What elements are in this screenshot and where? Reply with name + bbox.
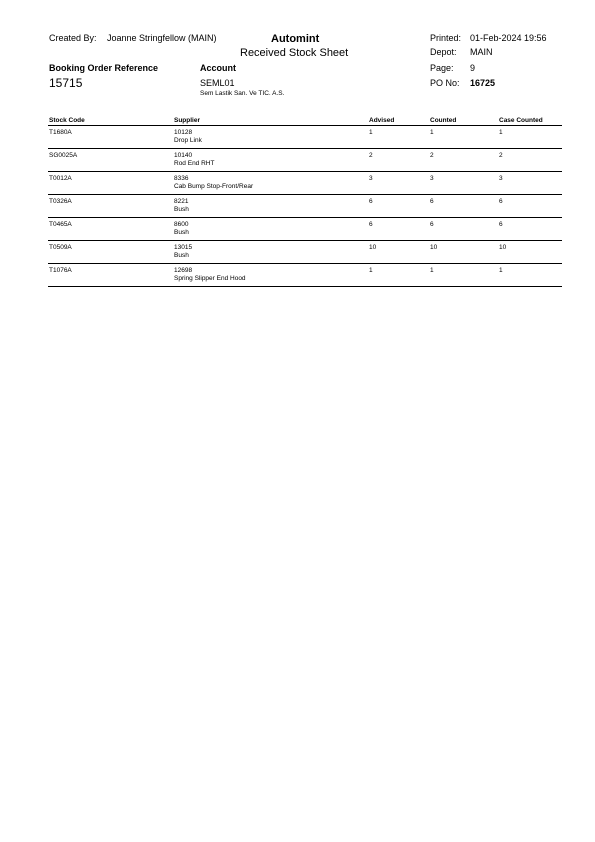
account-name: Sem Lastik San. Ve TIC. A.S. (200, 90, 285, 97)
counted-cell: 1 (429, 126, 498, 149)
item-description: Drop Link (174, 137, 202, 144)
counted-cell: 6 (429, 195, 498, 218)
counted-cell: 1 (429, 264, 498, 287)
counted-cell: 2 (429, 149, 498, 172)
created-by-label: Created By: (49, 33, 97, 43)
depot-value: MAIN (470, 47, 493, 57)
supplier-code: 13015 (174, 244, 193, 251)
item-description: Bush (174, 206, 189, 213)
po-label: PO No: (430, 78, 460, 88)
table-header-row (48, 114, 562, 126)
table-row (48, 218, 562, 241)
supplier-cell (173, 264, 368, 287)
advised-cell: 1 (368, 126, 429, 149)
advised-cell: 10 (368, 241, 429, 264)
company-name: Automint (271, 33, 320, 45)
booking-ref-value: 15715 (49, 76, 83, 90)
stock-code-cell: T1076A (48, 264, 173, 287)
table-row (48, 241, 562, 264)
item-description: Bush (174, 252, 189, 259)
depot-label: Depot: (430, 47, 457, 57)
col-header-supplier: Supplier (173, 114, 368, 126)
case-counted-cell: 10 (498, 241, 562, 264)
table-row (48, 264, 562, 287)
stock-table-body (48, 126, 562, 287)
advised-cell: 3 (368, 172, 429, 195)
page-value: 9 (470, 63, 476, 73)
stock-table (48, 114, 562, 287)
supplier-code: 10128 (174, 129, 193, 136)
account-label: Account (200, 63, 236, 73)
report-title: Received Stock Sheet (240, 47, 349, 59)
counted-cell: 6 (429, 218, 498, 241)
stock-code-cell: T0465A (48, 218, 173, 241)
supplier-code: 12698 (174, 267, 193, 274)
supplier-code: 8600 (174, 221, 189, 228)
item-description: Bush (174, 229, 189, 236)
case-counted-cell: 2 (498, 149, 562, 172)
counted-cell: 10 (429, 241, 498, 264)
item-description: Spring Slipper End Hood (174, 275, 246, 282)
page-label: Page: (430, 63, 454, 73)
advised-cell: 2 (368, 149, 429, 172)
supplier-cell (173, 195, 368, 218)
printed-label: Printed: (430, 33, 462, 43)
po-value: 16725 (470, 78, 496, 88)
case-counted-cell: 1 (498, 126, 562, 149)
printed-value: 01-Feb-2024 19:56 (470, 33, 547, 43)
col-header-stock-code: Stock Code (48, 114, 173, 126)
case-counted-cell: 6 (498, 218, 562, 241)
case-counted-cell: 6 (498, 195, 562, 218)
stock-code-cell: T0509A (48, 241, 173, 264)
item-description: Rod End RHT (174, 160, 215, 167)
counted-cell: 3 (429, 172, 498, 195)
case-counted-cell: 1 (498, 264, 562, 287)
supplier-code: 8221 (174, 198, 189, 205)
table-row (48, 172, 562, 195)
table-row (48, 149, 562, 172)
booking-ref-label: Booking Order Reference (49, 63, 159, 73)
col-header-counted: Counted (429, 114, 498, 126)
item-description: Cab Bump Stop-Front/Rear (174, 183, 254, 190)
col-header-advised: Advised (368, 114, 429, 126)
supplier-cell (173, 126, 368, 149)
account-code: SEML01 (200, 78, 235, 88)
stock-code-cell: T1680A (48, 126, 173, 149)
table-row (48, 195, 562, 218)
supplier-cell (173, 149, 368, 172)
case-counted-cell: 3 (498, 172, 562, 195)
stock-code-cell: T0326A (48, 195, 173, 218)
supplier-code: 8336 (174, 175, 189, 182)
supplier-code: 10140 (174, 152, 193, 159)
supplier-cell (173, 172, 368, 195)
table-row (48, 126, 562, 149)
advised-cell: 6 (368, 195, 429, 218)
col-header-case-counted: Case Counted (498, 114, 562, 126)
supplier-cell (173, 241, 368, 264)
advised-cell: 1 (368, 264, 429, 287)
stock-code-cell: T0012A (48, 172, 173, 195)
advised-cell: 6 (368, 218, 429, 241)
created-by-value: Joanne Stringfellow (MAIN) (107, 33, 217, 43)
stock-code-cell: SG0025A (48, 149, 173, 172)
supplier-cell (173, 218, 368, 241)
